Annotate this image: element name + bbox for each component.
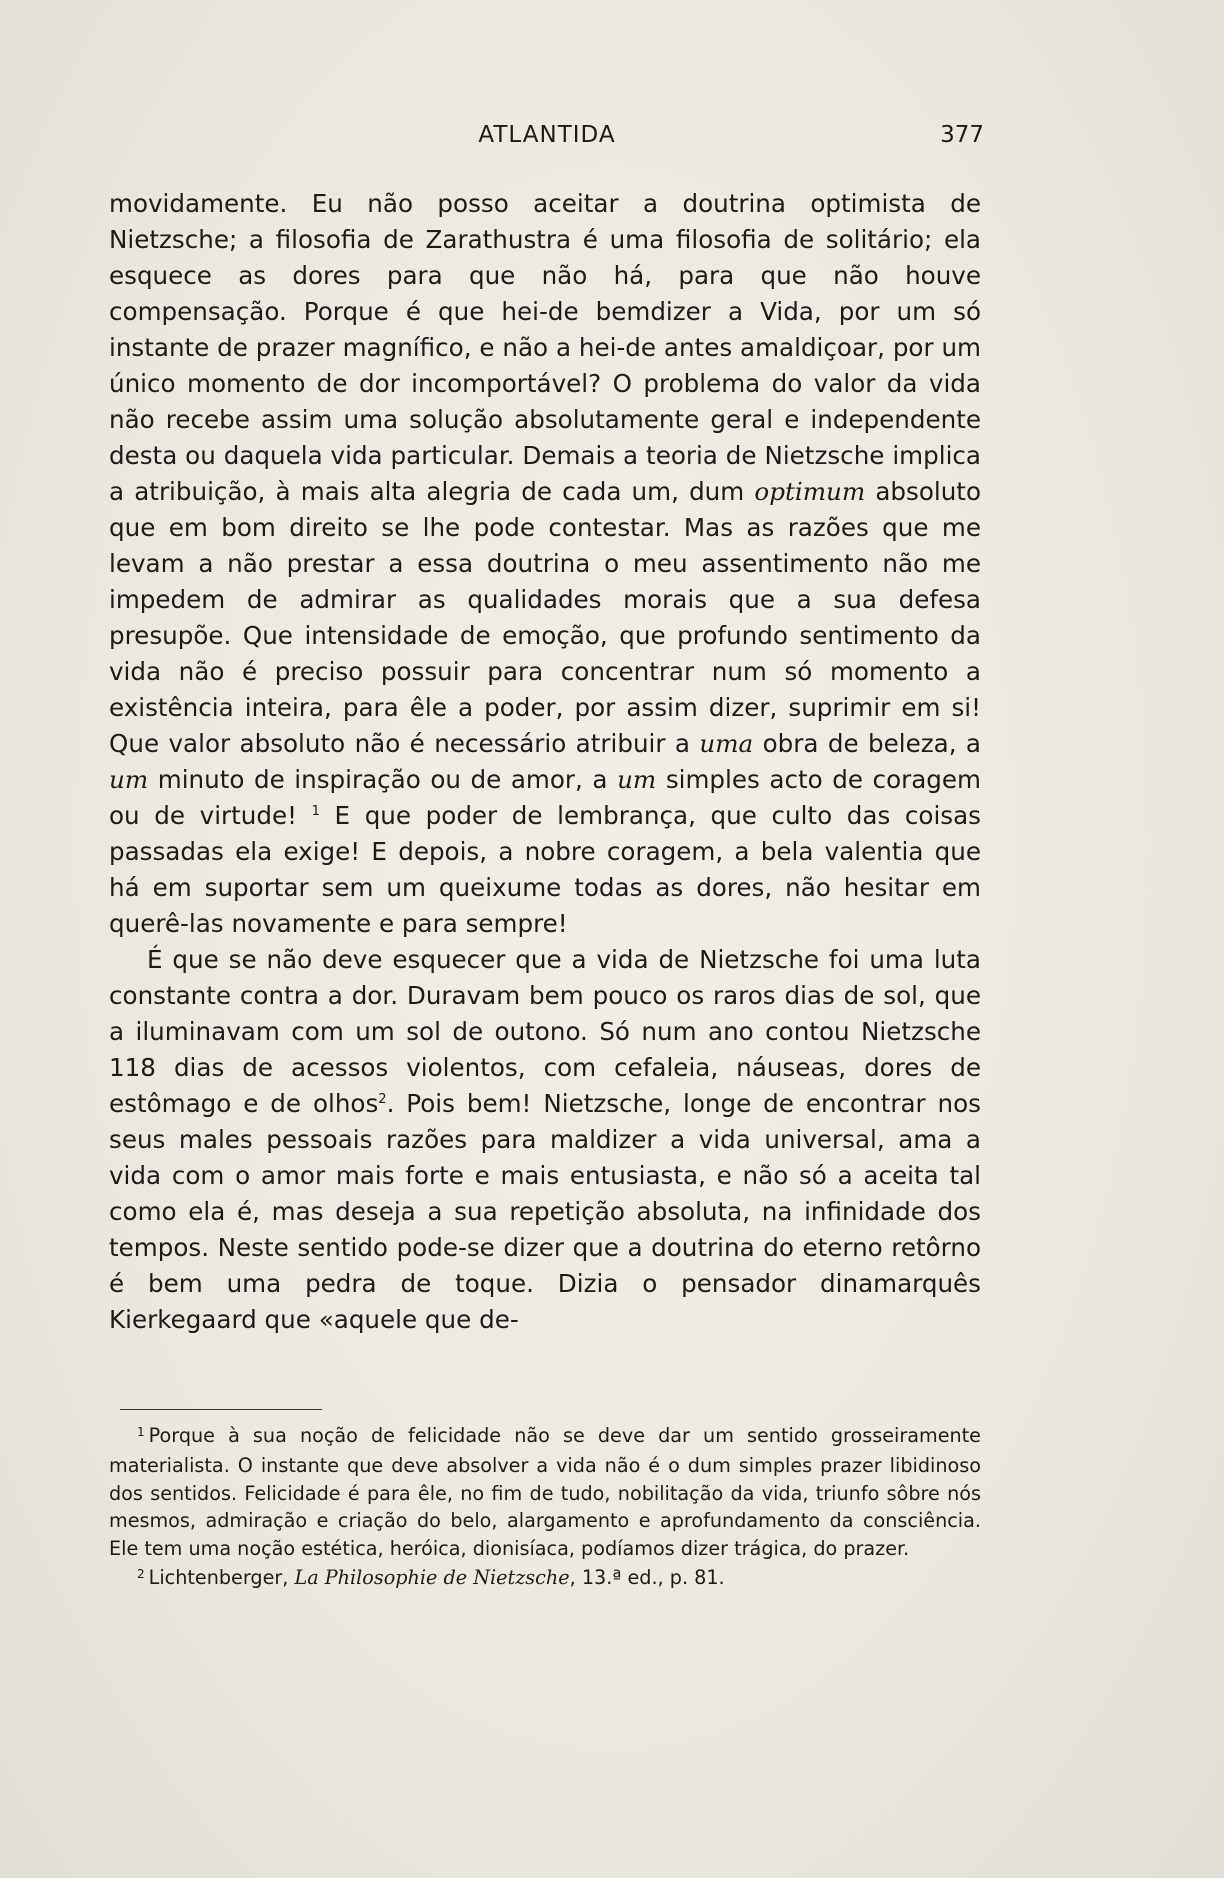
footnotes	[109, 1422, 981, 1594]
footnote-marker: 2	[137, 1567, 145, 1582]
italic-word: um	[617, 765, 657, 794]
footnote-divider	[120, 1409, 322, 1410]
text-run: . Pois bem! Nietzsche, longe de encontrar nos seus males pessoais razões para maldizer a vida universal, ama a vida com o amor mais forte e mais entusiasta, e não só a aceita tal como ela é, mas deseja a sua repetição absoluta, na infinidade dos tempos. Neste sentido pode-se dizer que a doutrina do eterno retôrno é bem uma pedra de toque. Dizia o pensador dinamarquês Kierkegaard que «aquele que de-	[109, 1089, 981, 1334]
footnote-ref-2[interactable]: 2	[378, 1092, 387, 1107]
running-header	[110, 122, 984, 154]
running-title: ATLANTIDA	[478, 122, 616, 148]
footnote-ref-1[interactable]: 1	[311, 804, 320, 819]
paragraph-1	[109, 186, 981, 942]
footnote-edition: , 13.ª ed., p. 81.	[569, 1566, 725, 1590]
footnote-marker: 1	[137, 1425, 145, 1439]
footnote-author: Lichtenberger,	[148, 1566, 295, 1590]
footnote-book-title: La Philosophie de Nietzsche	[294, 1566, 570, 1590]
footnote-text: Porque à sua noção de felicidade não se deve dar um sentido grosseiramente materialista. O instante que deve absolver a vida não é o dum simples prazer libidinoso dos sentidos. Felicidade é para êle, no fim de tudo, nobilitação da vida, triunfo sôbre nós mesmos, admiração e criação do belo, alargamento e aprofundamento da consciência. Ele tem uma noção estética, heróica, dionisíaca, podíamos dizer trágica, do prazer.	[109, 1424, 981, 1560]
footnote-2	[109, 1564, 981, 1594]
text-run: obra de beleza, a	[753, 729, 981, 758]
text-run: movidamente. Eu não posso aceitar a doutrina optimista de Nietzsche; a filosofia de Zarathustra é uma filosofia de solitário; ela esquece as dores para que não há, para que não houve compensação. Porque é que hei-de bemdizer a Vida, por um só instante de prazer magnífico, e não a hei-de antes amaldiçoar, por um único momento de dor incomportável? O problema do valor da vida não recebe assim uma solução absolutamente geral e independente desta ou daquela vida particular. Demais a teoria de Nietzsche implica a atribuição, à mais alta alegria de cada um, dum	[109, 189, 981, 506]
page-number: 377	[940, 122, 984, 148]
italic-word: uma	[699, 729, 754, 758]
italic-word: um	[109, 765, 149, 794]
text-run: minuto de inspiração ou de amor, a	[148, 765, 618, 794]
text-run: simples acto de coragem ou de virtude!	[109, 765, 981, 830]
footnote-1	[109, 1422, 981, 1562]
italic-word: optimum	[754, 477, 866, 506]
body-text	[109, 186, 981, 1338]
text-run: absoluto que em bom direito se lhe pode contestar. Mas as razões que me levam a não prestar a essa doutrina o meu assentimento não me impedem de admirar as qualidades morais que a sua defesa presupõe. Que intensidade de emoção, que profundo sentimento da vida não é preciso possuir para concentrar num só momento a existência inteira, para êle a poder, por assim dizer, suprimir em si! Que valor absoluto não é necessário atribuir a	[109, 477, 981, 758]
text-run: É que se não deve esquecer que a vida de Nietzsche foi uma luta constante contra a dor. Duravam bem pouco os raros dias de sol, que a iluminavam com um sol de outono. Só num ano contou Nietzsche 118 dias de acessos violentos, com cefaleia, náuseas, dores de estômago e de olhos	[109, 945, 981, 1118]
paragraph-2	[109, 942, 981, 1338]
text-run: E que poder de lembrança, que culto das coisas passadas ela exige! E depois, a nobre coragem, a bela valentia que há em suportar sem um queixume todas as dores, não hesitar em querê-las novamente e para sempre!	[109, 801, 981, 938]
